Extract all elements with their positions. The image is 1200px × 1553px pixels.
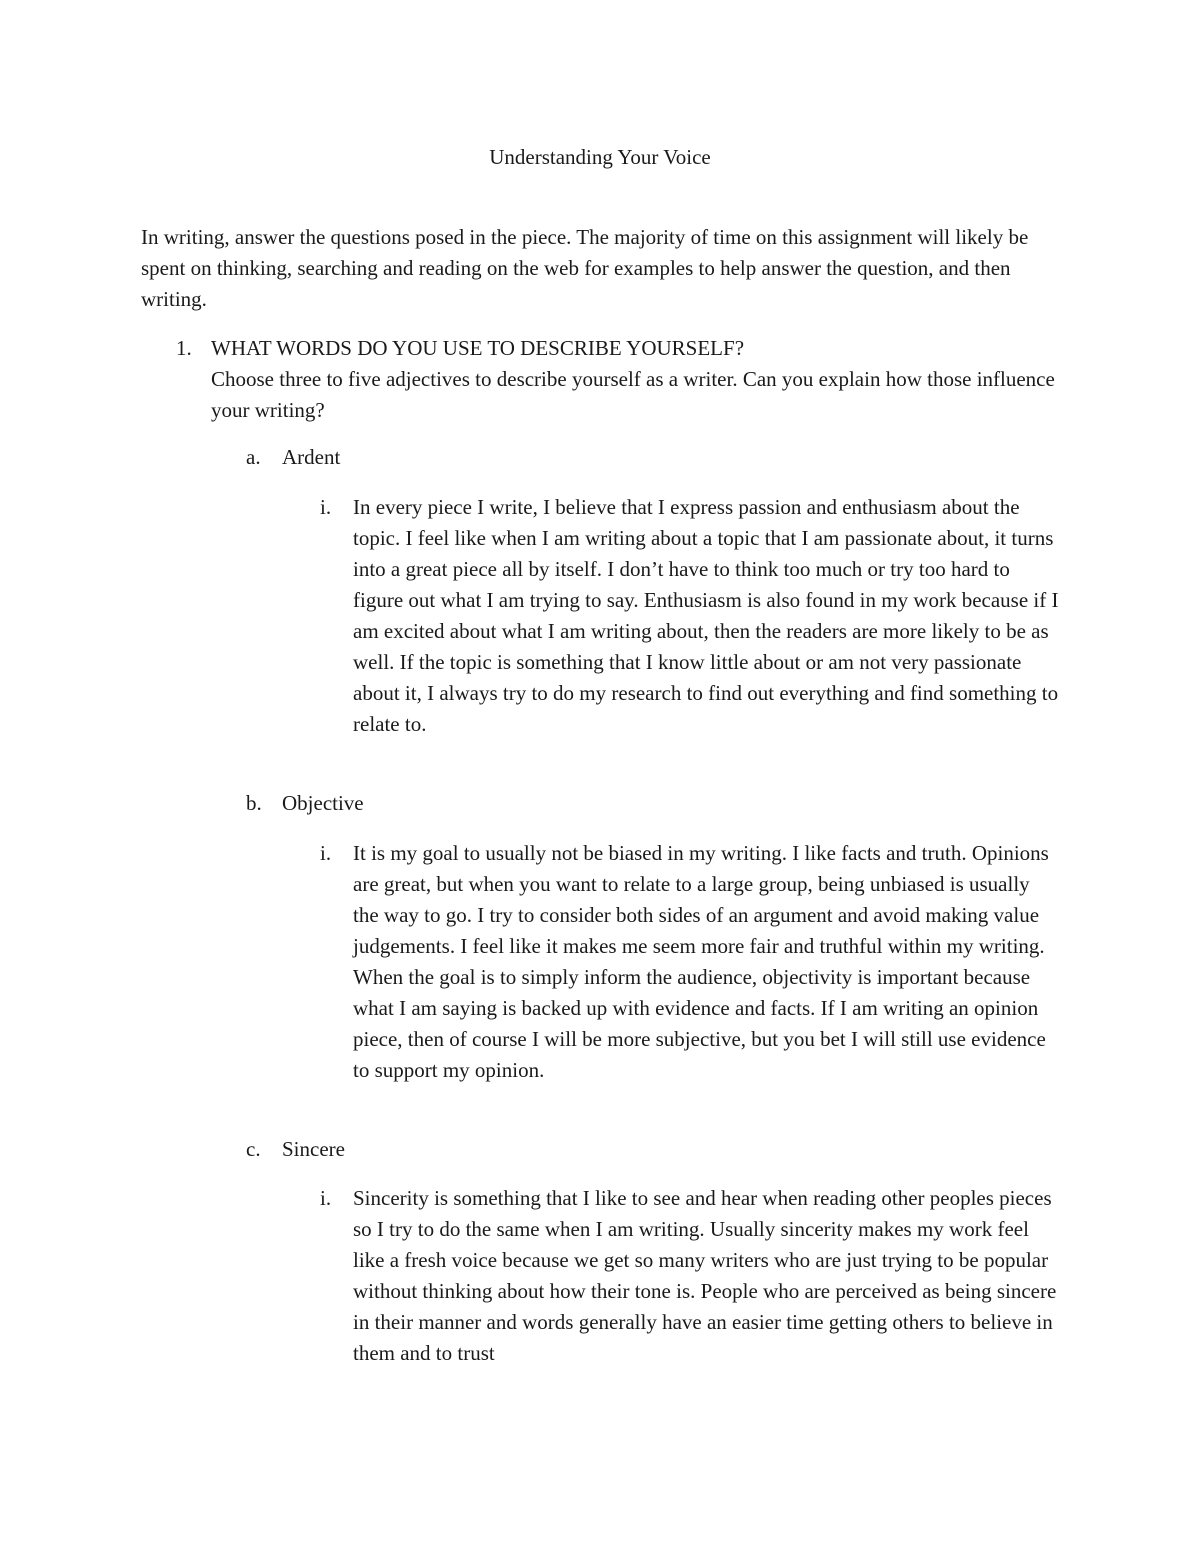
item-number: i. bbox=[320, 1186, 332, 1210]
adjective-letter: b. bbox=[246, 791, 262, 815]
adjective-letter: c. bbox=[246, 1137, 261, 1161]
adjective-label: Sincere bbox=[282, 1137, 345, 1161]
adjective-a bbox=[246, 442, 340, 473]
adjective-a-explanation bbox=[320, 492, 1060, 740]
adjective-letter: a. bbox=[246, 445, 261, 469]
item-text: It is my goal to usually not be biased in my writing. I like facts and truth. Opinions are great, but when you want to relate to a large group, being unbiased is usually the way to go. I try to consider both sides of an argument and avoid making value judgements. I feel like it makes me seem more fair and truthful within my writing. When the goal is to simply inform the audience, objectivity is important because what I am saying is backed up with evidence and facts. If I am writing an opinion piece, then of course I will be more subjective, but you bet I will still use evidence to support my opinion. bbox=[353, 841, 1049, 1082]
document-title: Understanding Your Voice bbox=[489, 145, 711, 169]
adjective-b-explanation bbox=[320, 838, 1060, 1086]
question-1 bbox=[176, 333, 1056, 426]
adjective-c bbox=[246, 1134, 345, 1165]
item-text: Sincerity is something that I like to see and hear when reading other peoples pieces so I try to do the same when I am writing. Usually sincerity makes my work feel like a fresh voice because we get so many writers who are just trying to be popular without thinking about how their tone is. People who are perceived as being sincere in their manner and words generally have an easier time getting others to believe in them and to trust bbox=[353, 1186, 1057, 1365]
intro-paragraph: In writing, answer the questions posed in the piece. The majority of time on this assignment will likely be spent on thinking, searching and reading on the web for examples to help answer the question, and then writing. bbox=[141, 225, 1029, 311]
question-heading: WHAT WORDS DO YOU USE TO DESCRIBE YOURSELF? bbox=[211, 336, 745, 360]
adjective-label: Ardent bbox=[282, 445, 341, 469]
item-text: In every piece I write, I believe that I express passion and enthusiasm about the topic. I feel like when I am writing about a topic that I am passionate about, it turns into a great piece all by itself. I don’t have to think too much or try too hard to figure out what I am trying to say. Enthusiasm is also found in my work because if I am excited about what I am writing about, then the readers are more likely to be as well. If the topic is something that I know little about or am not very passionate about it, I always try to do my research to find out everything and find something to relate to. bbox=[353, 495, 1059, 736]
adjective-c-explanation bbox=[320, 1183, 1060, 1369]
item-number: i. bbox=[320, 495, 332, 519]
item-number: i. bbox=[320, 841, 332, 865]
question-number: 1. bbox=[176, 336, 192, 360]
question-prompt: Choose three to five adjectives to describe yourself as a writer. Can you explain how those influence your writing? bbox=[211, 367, 1055, 422]
adjective-label: Objective bbox=[282, 791, 364, 815]
adjective-b bbox=[246, 788, 364, 819]
